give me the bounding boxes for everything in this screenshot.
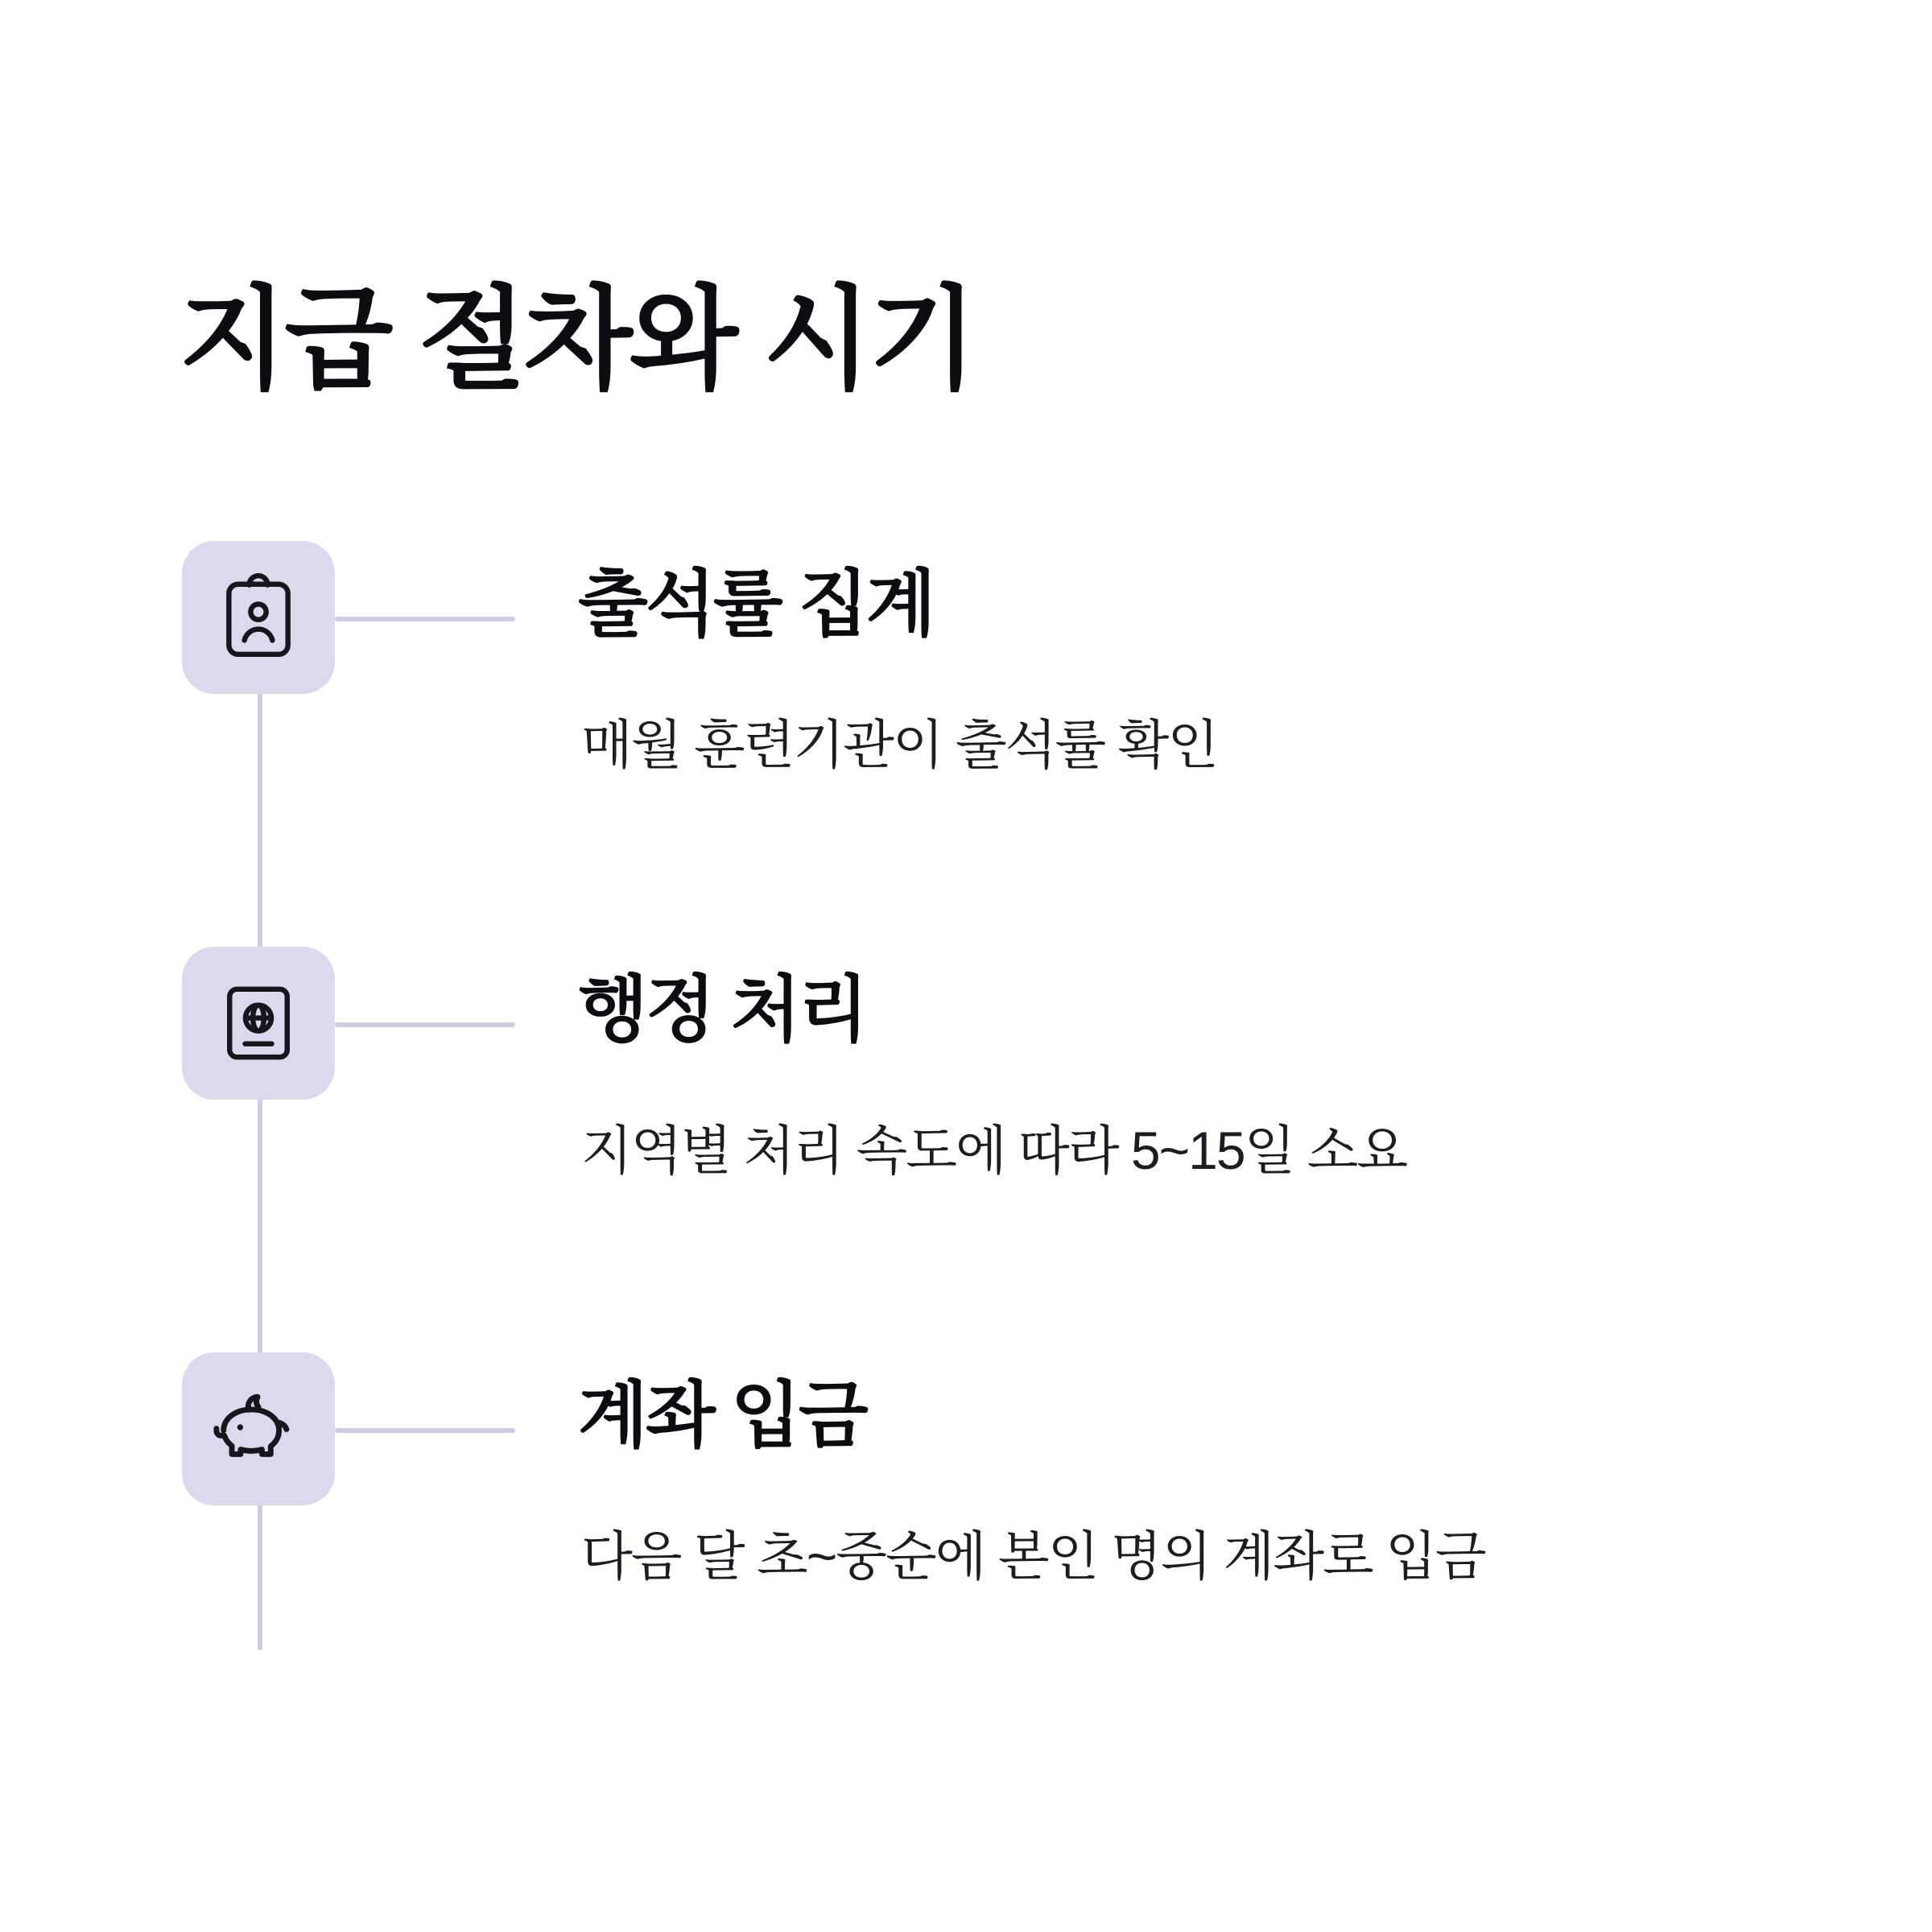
step-connector: [335, 1428, 515, 1433]
step-description: 매월 훈련기관이 출석률 확인: [581, 715, 1218, 774]
step-title: 행정 처리: [578, 970, 866, 1051]
step-description: 다음 달 초~중순에 본인 명의 계좌로 입금: [581, 1526, 1485, 1586]
step-connector: [335, 617, 515, 621]
step-connector: [335, 1022, 515, 1027]
id-badge-clipboard-icon: [182, 541, 335, 694]
page-title: 지급 절차와 시기: [179, 276, 975, 402]
step-title: 계좌 입금: [578, 1376, 866, 1456]
step-title: 출석률 집계: [578, 564, 934, 645]
passport-globe-icon: [182, 947, 335, 1100]
step-description: 지역별 처리 속도에 따라 5~15일 소요: [581, 1121, 1407, 1180]
piggy-bank-icon: [182, 1352, 335, 1505]
